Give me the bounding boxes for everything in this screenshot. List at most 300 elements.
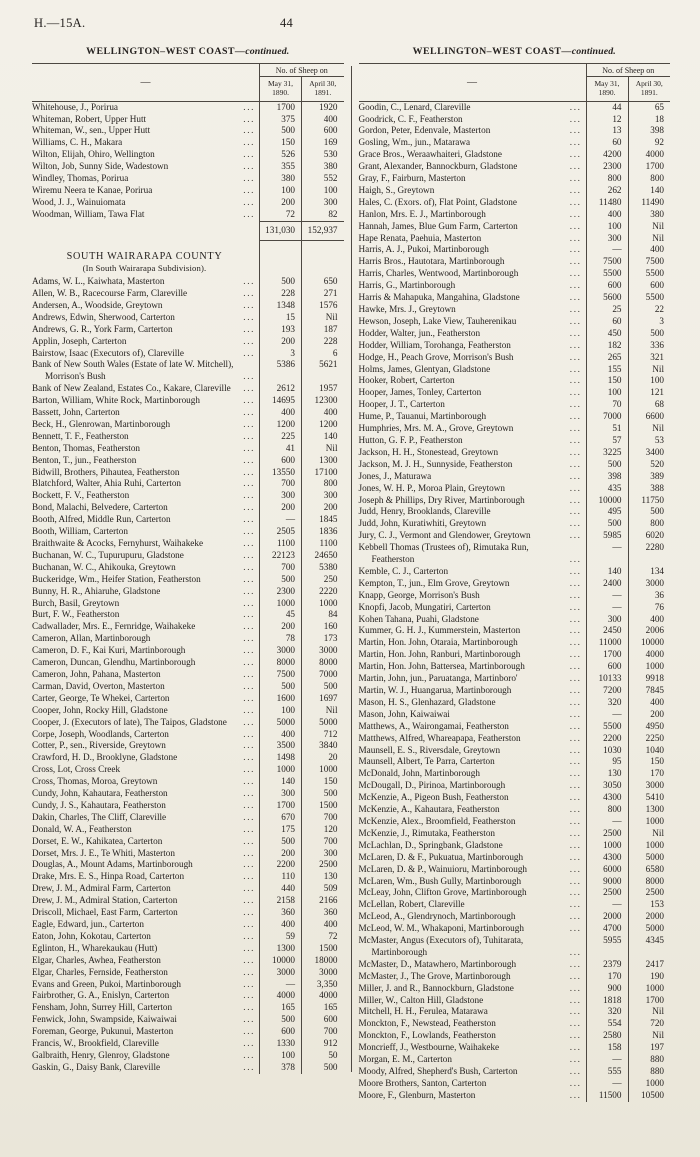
owner-name-wrap [32,125,257,137]
value-april-1891: 200 [628,709,670,721]
owner-name-text: Buchanan, W. C., Tupurupuru, Gladstone [32,549,184,560]
sheep-return-row [32,764,344,776]
total-may-1890: 131,030 [260,221,302,240]
sheep-return-row [359,352,671,364]
sheep-return-row [32,185,344,197]
sheep-return-row [359,197,671,209]
value-april-1891: 9918 [628,673,670,685]
value-may-1890: 100 [260,185,302,197]
value-april-1891: 530 [302,149,344,161]
value-may-1890: 600 [260,455,302,467]
owner-name-text: McLaren, Wm., Bush Gully, Martinborough [358,875,522,886]
leader-dots: ... [569,815,582,826]
owner-name-wrap [32,990,257,1002]
owner-name [359,411,587,423]
value-may-1890: 2500 [586,887,628,899]
value-may-1890: 320 [586,1006,628,1018]
sheep-return-row [32,502,344,514]
owner-name [359,911,587,923]
value-may-1890: 1818 [586,995,628,1007]
owner-name-text: Jackson, M. J. H., Sunnyside, Featherston [358,458,513,469]
sheep-return-row [32,336,344,348]
owner-name [32,776,260,788]
owner-name-wrap [359,221,584,233]
value-may-1890: 4200 [586,149,628,161]
value-april-1891: 5000 [302,717,344,729]
owner-name-wrap [359,1018,584,1030]
owner-name-wrap [32,1050,257,1062]
owner-name-text: Kempton, T., jun., Elm Grove, Greytown [358,577,510,588]
leader-dots: ... [569,339,582,350]
owner-name [359,637,587,649]
sheep-return-row [359,971,671,983]
leader-dots: ... [569,423,582,434]
leader-dots: ... [569,315,582,326]
owner-name-text: Woodman, William, Tawa Flat [32,208,145,219]
value-may-1890: 2300 [260,586,302,598]
owner-name-wrap [32,848,257,860]
sheep-return-row [359,280,671,292]
owner-name [359,709,587,721]
sheep-return-row [359,483,671,495]
owner-name-wrap [32,943,257,955]
sheep-return-row [359,876,671,888]
owner-name-wrap [359,423,584,435]
value-may-1890: 5386 [260,359,302,383]
sheep-return-row [32,740,344,752]
owner-name-wrap [359,780,584,792]
owner-name [32,848,260,860]
leader-dots: ... [243,514,255,525]
owner-name-wrap [359,495,584,507]
sheep-return-row [32,467,344,479]
value-april-1891: 24650 [302,550,344,562]
owner-name-text: Fensham, John, Surrey Hill, Carterton [32,1002,173,1013]
sheep-return-row [32,490,344,502]
sheep-return-row [359,673,671,685]
sheep-return-row [359,387,671,399]
owner-name [359,971,587,983]
owner-name [359,923,587,935]
owner-name-wrap [32,324,257,336]
owner-name-text: Benton, T., jun., Featherston [32,454,137,465]
value-april-1891: 4000 [628,149,670,161]
sheep-return-row [359,101,671,113]
owner-name [359,209,587,221]
leader-dots: ... [569,149,582,160]
leader-dots: ... [243,407,255,418]
leader-dots: ... [243,645,255,656]
value-april-1891: 3000 [302,645,344,657]
value-may-1890: 10000 [260,955,302,967]
date-line: 1891. [314,88,332,98]
owner-name-wrap [32,114,257,126]
owner-name-text: McLaren, D. & P., Wainuioru, Martinborough [358,863,528,874]
value-april-1891: 100 [628,375,670,387]
owner-name-text: Whiteman, Robert, Upper Hutt [32,113,147,124]
owner-name-text: Bidwill, Brothers, Pihautea, Featherston [32,466,180,477]
leader-dots: ... [569,1030,582,1041]
sheep-return-row [359,995,671,1007]
owner-name [32,419,260,431]
leader-dots: ... [243,919,255,929]
sheep-return-row [32,681,344,693]
owner-name-text: Wood, J. J., Wainuiomata [32,196,126,207]
value-april-1891: 1000 [628,661,670,673]
owner-name-text: Gaskin, G., Daisy Bank, Clareville [32,1061,161,1072]
value-may-1890: — [586,244,628,256]
value-april-1891: 1845 [302,514,344,526]
leader-dots: ... [569,244,582,255]
leader-dots: ... [569,613,582,624]
owner-name [32,526,260,538]
owner-name [32,114,260,126]
owner-name-text: Cundy, J. S., Kahautara, Featherston [32,799,166,810]
owner-name-wrap [359,864,584,876]
owner-name-wrap [359,387,584,399]
value-may-1890: 440 [260,883,302,895]
owner-name-text: Bassett, John, Carterton [32,407,120,418]
value-may-1890: 600 [586,280,628,292]
owner-name-wrap [359,852,584,864]
owner-name-text: Grace Bros., Weraawhaiteri, Gladstone [358,149,502,160]
date-line: 1890. [272,88,289,98]
owner-name-wrap [359,506,584,518]
leader-dots: ... [569,577,582,588]
value-april-1891: 92 [628,137,670,149]
owner-name [359,328,587,340]
leader-dots: ... [243,752,255,763]
value-may-1890: 2158 [260,895,302,907]
leader-dots: ... [569,292,582,303]
owner-name [359,1018,587,1030]
owner-name [359,125,587,137]
value-april-1891: 130 [302,871,344,883]
owner-name-text: McDonald, John, Martinborough [358,768,480,779]
value-april-1891: 6580 [628,864,670,876]
value-may-1890: 3050 [586,780,628,792]
value-may-1890: 100 [586,221,628,233]
sheep-return-row [359,114,671,126]
value-may-1890: 900 [586,983,628,995]
owner-name-wrap [32,562,257,574]
owner-name-text: Cotter, P., sen., Riverside, Greytown [32,740,166,751]
value-april-1891: 1836 [302,526,344,538]
value-april-1891: 197 [628,1042,670,1054]
leader-dots: ... [243,633,255,644]
value-april-1891: 65 [628,101,670,113]
owner-name-text: McKenzie, A., Pigeon Bush, Featherston [358,792,509,803]
county-heading: (In South Wairarapa Subdivision). [82,263,207,274]
value-april-1891: Nil [302,443,344,455]
leader-dots: ... [243,184,255,195]
value-may-1890: 398 [586,471,628,483]
owner-name-wrap [359,161,584,173]
value-april-1891: Nil [628,233,670,245]
owner-name-text: Elgar, Charles, Awhea, Featherston [32,954,161,965]
value-may-1890: 400 [260,407,302,419]
owner-name [32,990,260,1002]
value-april-1891: 3000 [302,967,344,979]
owner-name-wrap [359,661,584,673]
value-april-1891: 500 [628,328,670,340]
owner-name-text: Andersen, A., Woodside, Greytown [32,299,163,310]
leader-dots: ... [243,549,255,560]
owner-name [359,316,587,328]
value-april-1891: 800 [302,478,344,490]
owner-name [359,1078,587,1090]
value-april-1891: 1000 [302,764,344,776]
sheep-return-row [359,625,671,637]
value-may-1890: 3500 [260,740,302,752]
value-may-1890: 500 [260,276,302,288]
owner-name [32,740,260,752]
sheep-return-row [32,419,344,431]
sheep-return-row [32,693,344,705]
owner-name [359,614,587,626]
owner-name-wrap [32,645,257,657]
sheep-returns-table-left [32,63,344,1074]
owner-name [32,209,260,221]
owner-name [32,871,260,883]
value-april-1891: 4950 [628,721,670,733]
value-april-1891: Nil [628,221,670,233]
owner-name-text: Cameron, John, Pahana, Masterton [32,668,161,679]
sheep-return-row [32,288,344,300]
owner-name [32,359,260,383]
owner-name [359,864,587,876]
owner-name [32,514,260,526]
leader-dots: ... [243,692,255,703]
owner-name-text: Jones, J., Maturawa [358,470,432,481]
owner-name [32,137,260,149]
value-april-1891: 500 [302,681,344,693]
owner-name-text: Moore, F., Glenburn, Masterton [358,1089,476,1100]
owner-name [359,590,587,602]
value-april-1891: Nil [628,1006,670,1018]
sheep-return-row [32,943,344,955]
owner-name-text: Braithwaite & Acocks, Fernyhurst, Waihakeke [32,538,204,548]
sheep-return-row [359,1054,671,1066]
value-may-1890: 380 [260,173,302,185]
owner-name [359,649,587,661]
value-may-1890: 9000 [586,876,628,888]
owner-name-text: Hutton, G. F. P., Featherston [358,434,463,445]
value-april-1891: 509 [302,883,344,895]
value-may-1890: — [586,709,628,721]
leader-dots: ... [569,196,582,207]
sheep-return-row [359,649,671,661]
owner-name-text: Drake, Mrs. E. S., Hinpa Road, Carterton [32,871,185,882]
sheep-return-row [359,983,671,995]
sheep-return-row [32,1002,344,1014]
owner-name-text: Cadwallader, Mrs. E., Fernridge, Waihakeke [32,621,196,632]
sheep-return-row [359,911,671,923]
owner-name-text: Crawford, H. D., Brooklyne, Gladstone [32,752,178,763]
leader-dots: ... [243,276,255,287]
leader-dots: ... [569,327,582,338]
leader-dots: ... [569,375,582,386]
owner-name [32,467,260,479]
sheep-return-row [32,514,344,526]
value-april-1891: 170 [628,768,670,780]
region-title: WELLINGTON–WEST COAST— [86,46,246,57]
owner-name-text: Judd, John, Kuratiwhiti, Greytown [358,518,487,529]
total-row [32,221,344,240]
leader-dots: ... [243,442,255,453]
owner-name-text: Hape Renata, Paehuia, Masterton [358,232,482,243]
value-may-1890: 100 [260,1050,302,1062]
owner-name [359,995,587,1007]
leader-dots: ... [569,565,582,576]
owner-name-wrap [32,455,257,467]
owner-name-wrap [359,233,584,245]
sheep-return-row [359,1018,671,1030]
date-line: May 31, [594,79,620,88]
value-april-1891: 1920 [302,101,344,113]
sheep-return-row [359,495,671,507]
table-body-left [32,101,344,1074]
owner-name-text: Burch, Basil, Greytown [32,597,120,608]
leader-dots: ... [569,387,582,398]
owner-name-text: Miller, W., Calton Hill, Gladstone [358,994,484,1005]
owner-name [359,768,587,780]
sheep-return-row [359,244,671,256]
leader-dots: ... [569,744,582,755]
owner-name-wrap [359,316,584,328]
owner-name [359,876,587,888]
sheep-return-row [32,359,344,383]
owner-name-wrap [32,538,257,550]
sheep-return-row [359,661,671,673]
owner-name-wrap [359,590,584,602]
owner-name [32,764,260,776]
leader-dots: ... [243,347,255,358]
owner-name [32,931,260,943]
owner-name [359,197,587,209]
left-column [32,46,344,1102]
value-may-1890: 300 [260,490,302,502]
sheep-return-row [32,979,344,991]
leader-dots: ... [243,502,255,513]
owner-name-wrap [359,459,584,471]
value-april-1891: 712 [302,729,344,741]
total-label [32,221,260,240]
sheep-return-row [359,1078,671,1090]
leader-dots: ... [569,1006,582,1017]
value-may-1890: 320 [586,697,628,709]
value-may-1890: 670 [260,812,302,824]
value-may-1890 [260,263,302,276]
owner-name-text: Cross, Thomas, Moroa, Greytown [32,776,158,787]
owner-name-wrap [32,359,257,383]
leader-dots: ... [569,685,582,695]
owner-name-wrap [359,1078,584,1090]
owner-name [32,1050,260,1062]
owner-name-wrap [32,288,257,300]
leader-dots: ... [243,990,255,1001]
value-may-1890: 200 [260,336,302,348]
value-may-1890: 155 [586,364,628,376]
leader-dots: ... [569,827,582,838]
leader-dots: ... [243,137,255,148]
leader-dots: ... [569,804,582,815]
value-may-1890: 500 [260,681,302,693]
head-row-1 [359,64,671,77]
date-line: May 31, [268,79,293,88]
table-head [359,64,671,102]
value-may-1890: 500 [260,574,302,586]
value-april-1891: 3,350 [302,979,344,991]
value-april-1891: 3840 [302,740,344,752]
sheep-return-row [359,733,671,745]
owner-name-text: Humphries, Mrs. M. A., Grove, Greytown [358,423,514,434]
sheep-return-row [32,657,344,669]
owner-name [32,161,260,173]
owner-name-wrap [32,871,257,883]
value-may-1890: 25 [586,304,628,316]
owner-name [32,562,260,574]
owner-name [359,852,587,864]
leader-dots: ... [569,363,582,374]
value-may-1890: 100 [586,387,628,399]
owner-name-text: Cameron, D. F., Kai Kuri, Martinborough [32,645,186,656]
owner-name-wrap [359,435,584,447]
sheep-return-row [32,1014,344,1026]
owner-name-wrap [32,609,257,621]
owner-name-wrap [32,598,257,610]
sheep-return-row [32,550,344,562]
leader-dots: ... [569,399,582,410]
value-may-1890: 140 [586,566,628,578]
leader-dots: ... [243,323,255,334]
value-april-1891: 700 [302,812,344,824]
sheep-returns-table-right [359,63,671,1102]
value-april-1891: 321 [628,352,670,364]
owner-name-text: Harris Bros., Hautotara, Martinborough [358,256,505,267]
owner-name [359,721,587,733]
value-may-1890: 1000 [260,764,302,776]
owner-name [359,387,587,399]
owner-name [32,276,260,288]
sheep-return-row [359,959,671,971]
owner-name-text: McLachlan, D., Springbank, Gladstone [358,839,503,850]
owner-name-wrap [359,733,584,745]
owner-name-text: Joseph & Phillips, Dry River, Martinborough [358,494,525,505]
value-april-1891: 4000 [628,649,670,661]
owner-name-wrap [359,1054,584,1066]
owner-name-wrap [32,1002,257,1014]
sheep-return-row [32,574,344,586]
value-may-1890: 60 [586,137,628,149]
leader-dots: ... [569,601,582,612]
value-may-1890: 1200 [260,419,302,431]
owner-name-wrap [359,530,584,542]
owner-name-wrap [32,764,257,776]
owner-name [32,348,260,360]
owner-name [32,101,260,113]
owner-name-text: Booth, William, Carterton [32,526,128,537]
value-may-1890: 11500 [586,1090,628,1102]
value-april-1891: 400 [628,697,670,709]
owner-name-wrap [359,649,584,661]
value-may-1890: 5000 [260,717,302,729]
owner-name-text: Moncrieff, J., Westbourne, Waihakeke [358,1042,500,1053]
sheep-return-row [359,1066,671,1078]
owner-name-wrap [32,800,257,812]
leader-dots: ... [569,780,582,791]
value-april-1891: 300 [302,848,344,860]
